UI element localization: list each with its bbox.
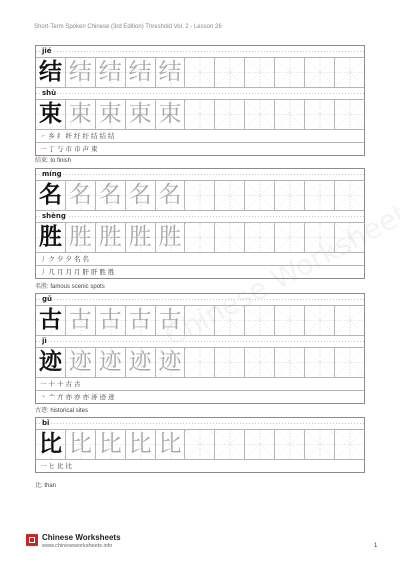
practice-grid: [36, 99, 364, 129]
trace-character-cell: [126, 100, 156, 129]
tian-grid-guide-icon: [215, 306, 245, 335]
tian-grid-guide-icon: [275, 223, 305, 252]
tian-grid-guide-icon: [305, 306, 335, 335]
stroke-step: 比: [65, 462, 74, 470]
model-character-cell: [36, 100, 66, 129]
stroke-step: 一: [40, 380, 49, 388]
stroke-step: 迹: [99, 393, 108, 401]
model-character-cell: [36, 348, 66, 377]
footer-url: www.chineseworksheets.info: [42, 543, 113, 549]
blank-practice-cell[interactable]: [305, 181, 335, 210]
model-character-cell: [36, 306, 66, 335]
trace-character-cell: [156, 100, 186, 129]
stroke-order-row: [36, 390, 364, 403]
blank-practice-cell[interactable]: [245, 58, 275, 87]
trace-character-cell: [96, 430, 126, 459]
stroke-order-row: [36, 377, 364, 390]
trace-character: 古: [68, 307, 92, 333]
tian-grid-guide-icon: [305, 100, 335, 129]
model-character: 迹: [38, 349, 62, 375]
model-character-cell: [36, 181, 66, 210]
trace-character-cell: [66, 100, 96, 129]
tian-grid-guide-icon: [305, 430, 335, 459]
trace-character: 迹: [98, 349, 122, 375]
stroke-step: 丁: [48, 145, 57, 153]
blank-practice-cell[interactable]: [215, 348, 245, 377]
model-character: 结: [38, 59, 62, 85]
stroke-step: 月: [74, 268, 83, 276]
trace-character: 迹: [68, 349, 92, 375]
stroke-step: 结: [99, 132, 108, 140]
model-character-cell: [36, 223, 66, 252]
stroke-step: 胜: [99, 268, 108, 276]
trace-character: 胜: [128, 224, 152, 250]
stroke-step: 几: [48, 268, 57, 276]
pinyin-row: [36, 87, 364, 99]
trace-character: 比: [68, 431, 92, 457]
tian-grid-guide-icon: [335, 348, 365, 377]
trace-character-cell: [96, 223, 126, 252]
trace-character-cell: [96, 306, 126, 335]
tian-grid-guide-icon: [275, 348, 305, 377]
tian-grid-guide-icon: [215, 58, 245, 87]
stroke-order-row: [36, 129, 364, 142]
document-header: Short-Term Spoken Chinese (3rd Edition) Threshold Vol. 2 - Lesson 26: [34, 24, 222, 30]
blank-practice-cell[interactable]: [215, 430, 245, 459]
trace-character: 迹: [128, 349, 152, 375]
blank-practice-cell[interactable]: [215, 181, 245, 210]
tian-grid-guide-icon: [335, 306, 365, 335]
tian-grid-guide-icon: [275, 58, 305, 87]
trace-character: 结: [98, 59, 122, 85]
tian-grid-guide-icon: [335, 430, 365, 459]
blank-practice-cell[interactable]: [245, 306, 275, 335]
trace-character-cell: [66, 223, 96, 252]
trace-character-cell: [66, 430, 96, 459]
blank-practice-cell[interactable]: [275, 223, 305, 252]
tian-grid-guide-icon: [215, 348, 245, 377]
trace-character-cell: [66, 181, 96, 210]
trace-character: 迹: [158, 349, 182, 375]
character-block: [35, 293, 365, 404]
practice-grid: [36, 347, 364, 377]
stroke-step: 亠: [48, 393, 57, 401]
stroke-step: 声: [82, 145, 91, 153]
tian-grid-guide-icon: [275, 430, 305, 459]
character-block: [35, 417, 365, 473]
blank-practice-cell[interactable]: [275, 348, 305, 377]
trace-character: 比: [128, 431, 152, 457]
stroke-step: 丶: [40, 393, 49, 401]
blank-practice-cell[interactable]: [245, 348, 275, 377]
blank-practice-cell[interactable]: [335, 306, 365, 335]
trace-character: 胜: [98, 224, 122, 250]
tian-grid-guide-icon: [245, 181, 275, 210]
chinese-worksheets-logo-icon: [26, 534, 38, 546]
trace-character: 名: [158, 182, 182, 208]
stroke-step: 十: [57, 380, 66, 388]
trace-character-cell: [156, 181, 186, 210]
model-character: 古: [38, 307, 62, 333]
stroke-step: 月: [65, 268, 74, 276]
stroke-step: 市: [74, 145, 83, 153]
trace-character: 名: [98, 182, 122, 208]
stroke-step: 纡: [74, 132, 83, 140]
blank-practice-cell[interactable]: [275, 181, 305, 210]
stroke-step: 结: [91, 132, 100, 140]
tian-grid-guide-icon: [275, 181, 305, 210]
stroke-order-row: [36, 459, 364, 472]
tian-grid-guide-icon: [245, 306, 275, 335]
stroke-step: 名: [74, 255, 83, 263]
blank-practice-cell[interactable]: [245, 430, 275, 459]
model-character: 胜: [38, 224, 62, 250]
tian-grid-guide-icon: [185, 348, 215, 377]
pinyin-label: jì: [42, 337, 47, 345]
blank-practice-cell[interactable]: [305, 348, 335, 377]
tian-grid-guide-icon: [275, 306, 305, 335]
blank-practice-cell[interactable]: [275, 100, 305, 129]
stroke-step: 丿: [40, 255, 49, 263]
trace-character-cell: [156, 223, 186, 252]
practice-grid: [36, 222, 364, 252]
blank-practice-cell[interactable]: [275, 430, 305, 459]
blank-practice-cell[interactable]: [185, 306, 215, 335]
blank-practice-cell[interactable]: [305, 58, 335, 87]
tian-grid-guide-icon: [245, 58, 275, 87]
trace-character-cell: [66, 306, 96, 335]
blank-practice-cell[interactable]: [185, 348, 215, 377]
trace-character-cell: [96, 181, 126, 210]
pinyin-row: [36, 294, 364, 305]
practice-grid: [36, 180, 364, 210]
blank-practice-cell[interactable]: [215, 223, 245, 252]
practice-grid: [36, 429, 364, 459]
stroke-step: 迹: [108, 393, 117, 401]
blank-practice-cell[interactable]: [335, 58, 365, 87]
tian-grid-guide-icon: [185, 100, 215, 129]
model-character: 束: [38, 101, 62, 127]
trace-character-cell: [126, 306, 156, 335]
pinyin-row: [36, 210, 364, 222]
stroke-step: 亦: [65, 393, 74, 401]
stroke-step: ヒ: [48, 462, 57, 470]
pinyin-label: shèng: [42, 212, 66, 220]
trace-character: 结: [68, 59, 92, 85]
tian-grid-guide-icon: [215, 430, 245, 459]
tian-grid-guide-icon: [335, 181, 365, 210]
stroke-step: 乡: [48, 132, 57, 140]
tian-grid-guide-icon: [305, 223, 335, 252]
blank-practice-cell[interactable]: [185, 181, 215, 210]
word-meaning: 古迹: historical sites: [35, 408, 89, 414]
blank-practice-cell[interactable]: [335, 348, 365, 377]
stroke-step: 丂: [57, 145, 66, 153]
blank-practice-cell[interactable]: [215, 306, 245, 335]
page-number: 1: [374, 543, 378, 549]
tian-grid-guide-icon: [245, 348, 275, 377]
pinyin-label: jié: [42, 47, 52, 55]
blank-practice-cell[interactable]: [305, 306, 335, 335]
tian-grid-guide-icon: [335, 58, 365, 87]
trace-character: 结: [128, 59, 152, 85]
pinyin-row: [36, 335, 364, 347]
trace-character: 束: [68, 101, 92, 127]
tian-grid-guide-icon: [245, 100, 275, 129]
tian-grid-guide-icon: [185, 430, 215, 459]
pinyin-label: bǐ: [42, 419, 50, 427]
model-character-cell: [36, 58, 66, 87]
trace-character: 名: [128, 182, 152, 208]
trace-character-cell: [96, 58, 126, 87]
trace-character-cell: [96, 348, 126, 377]
trace-character: 束: [128, 101, 152, 127]
stroke-step: 洂: [91, 393, 100, 401]
stroke-step: 亣: [57, 393, 66, 401]
model-character: 名: [38, 182, 62, 208]
trace-character-cell: [126, 181, 156, 210]
tian-grid-guide-icon: [305, 181, 335, 210]
tian-grid-guide-icon: [335, 100, 365, 129]
blank-practice-cell[interactable]: [305, 100, 335, 129]
trace-character-cell: [156, 348, 186, 377]
blank-practice-cell[interactable]: [245, 181, 275, 210]
blank-practice-cell[interactable]: [185, 58, 215, 87]
stroke-step: 束: [91, 145, 100, 153]
pinyin-label: míng: [42, 170, 62, 178]
practice-grid: [36, 57, 364, 87]
practice-grid: [36, 305, 364, 335]
trace-character-cell: [156, 306, 186, 335]
stroke-step: 纤: [65, 132, 74, 140]
blank-practice-cell[interactable]: [335, 223, 365, 252]
trace-character: 束: [98, 101, 122, 127]
character-block: [35, 45, 365, 156]
stroke-step: 月: [57, 268, 66, 276]
trace-character-cell: [126, 430, 156, 459]
blank-practice-cell[interactable]: [335, 100, 365, 129]
tian-grid-guide-icon: [185, 306, 215, 335]
stroke-step: 肝: [82, 268, 91, 276]
stroke-step: 亦: [82, 393, 91, 401]
stroke-order-row: [36, 252, 364, 265]
word-meaning: 名胜: famous scenic spots: [35, 284, 105, 290]
tian-grid-guide-icon: [245, 430, 275, 459]
tian-grid-guide-icon: [185, 58, 215, 87]
trace-character: 比: [158, 431, 182, 457]
tian-grid-guide-icon: [185, 181, 215, 210]
trace-character-cell: [126, 348, 156, 377]
trace-character-cell: [66, 58, 96, 87]
word-meaning: 比: than: [35, 483, 57, 489]
trace-character: 结: [158, 59, 182, 85]
tian-grid-guide-icon: [275, 100, 305, 129]
stroke-step: 纡: [82, 132, 91, 140]
stroke-step: 纟: [57, 132, 66, 140]
pinyin-row: [36, 46, 364, 57]
trace-character-cell: [66, 348, 96, 377]
model-character: 比: [38, 431, 62, 457]
trace-character: 束: [158, 101, 182, 127]
stroke-step: 比: [57, 462, 66, 470]
stroke-step: ㇀: [40, 132, 49, 140]
trace-character: 古: [158, 307, 182, 333]
trace-character: 比: [98, 431, 122, 457]
blank-practice-cell[interactable]: [215, 100, 245, 129]
stroke-step: 肝: [91, 268, 100, 276]
blank-practice-cell[interactable]: [335, 430, 365, 459]
stroke-step: 亦: [74, 393, 83, 401]
trace-character: 胜: [68, 224, 92, 250]
stroke-step: 古: [65, 380, 74, 388]
stroke-order-row: [36, 265, 364, 278]
blank-practice-cell[interactable]: [215, 58, 245, 87]
stroke-step: 古: [74, 380, 83, 388]
stroke-step: 名: [82, 255, 91, 263]
word-meaning: 结束: to finish: [35, 158, 72, 164]
footer-title: Chinese Worksheets: [42, 533, 121, 542]
blank-practice-cell[interactable]: [245, 223, 275, 252]
tian-grid-guide-icon: [215, 181, 245, 210]
blank-practice-cell[interactable]: [245, 100, 275, 129]
tian-grid-guide-icon: [185, 223, 215, 252]
blank-practice-cell[interactable]: [185, 430, 215, 459]
pinyin-row: [36, 418, 364, 429]
trace-character: 胜: [158, 224, 182, 250]
trace-character-cell: [96, 100, 126, 129]
tian-grid-guide-icon: [245, 223, 275, 252]
tian-grid-guide-icon: [215, 100, 245, 129]
blank-practice-cell[interactable]: [305, 430, 335, 459]
tian-grid-guide-icon: [335, 223, 365, 252]
stroke-step: 夕: [65, 255, 74, 263]
stroke-step: 结: [108, 132, 117, 140]
trace-character: 古: [128, 307, 152, 333]
stroke-step: 丿: [40, 268, 49, 276]
trace-character: 古: [98, 307, 122, 333]
stroke-step: 夕: [57, 255, 66, 263]
pinyin-label: gǔ: [42, 295, 52, 303]
trace-character-cell: [126, 223, 156, 252]
stroke-step: 胜: [108, 268, 117, 276]
trace-character-cell: [156, 58, 186, 87]
stroke-step: 十: [48, 380, 57, 388]
trace-character: 名: [68, 182, 92, 208]
stroke-step: 一: [40, 462, 49, 470]
blank-practice-cell[interactable]: [275, 306, 305, 335]
blank-practice-cell[interactable]: [185, 100, 215, 129]
character-block: [35, 168, 365, 279]
stroke-step: 市: [65, 145, 74, 153]
stroke-step: ク: [48, 255, 57, 263]
pinyin-row: [36, 169, 364, 180]
blank-practice-cell[interactable]: [335, 181, 365, 210]
tian-grid-guide-icon: [215, 223, 245, 252]
model-character-cell: [36, 430, 66, 459]
pinyin-label: shù: [42, 89, 57, 97]
blank-practice-cell[interactable]: [185, 223, 215, 252]
stroke-step: 一: [40, 145, 49, 153]
tian-grid-guide-icon: [305, 348, 335, 377]
trace-character-cell: [126, 58, 156, 87]
blank-practice-cell[interactable]: [275, 58, 305, 87]
blank-practice-cell[interactable]: [305, 223, 335, 252]
trace-character-cell: [156, 430, 186, 459]
stroke-order-row: [36, 142, 364, 155]
tian-grid-guide-icon: [305, 58, 335, 87]
